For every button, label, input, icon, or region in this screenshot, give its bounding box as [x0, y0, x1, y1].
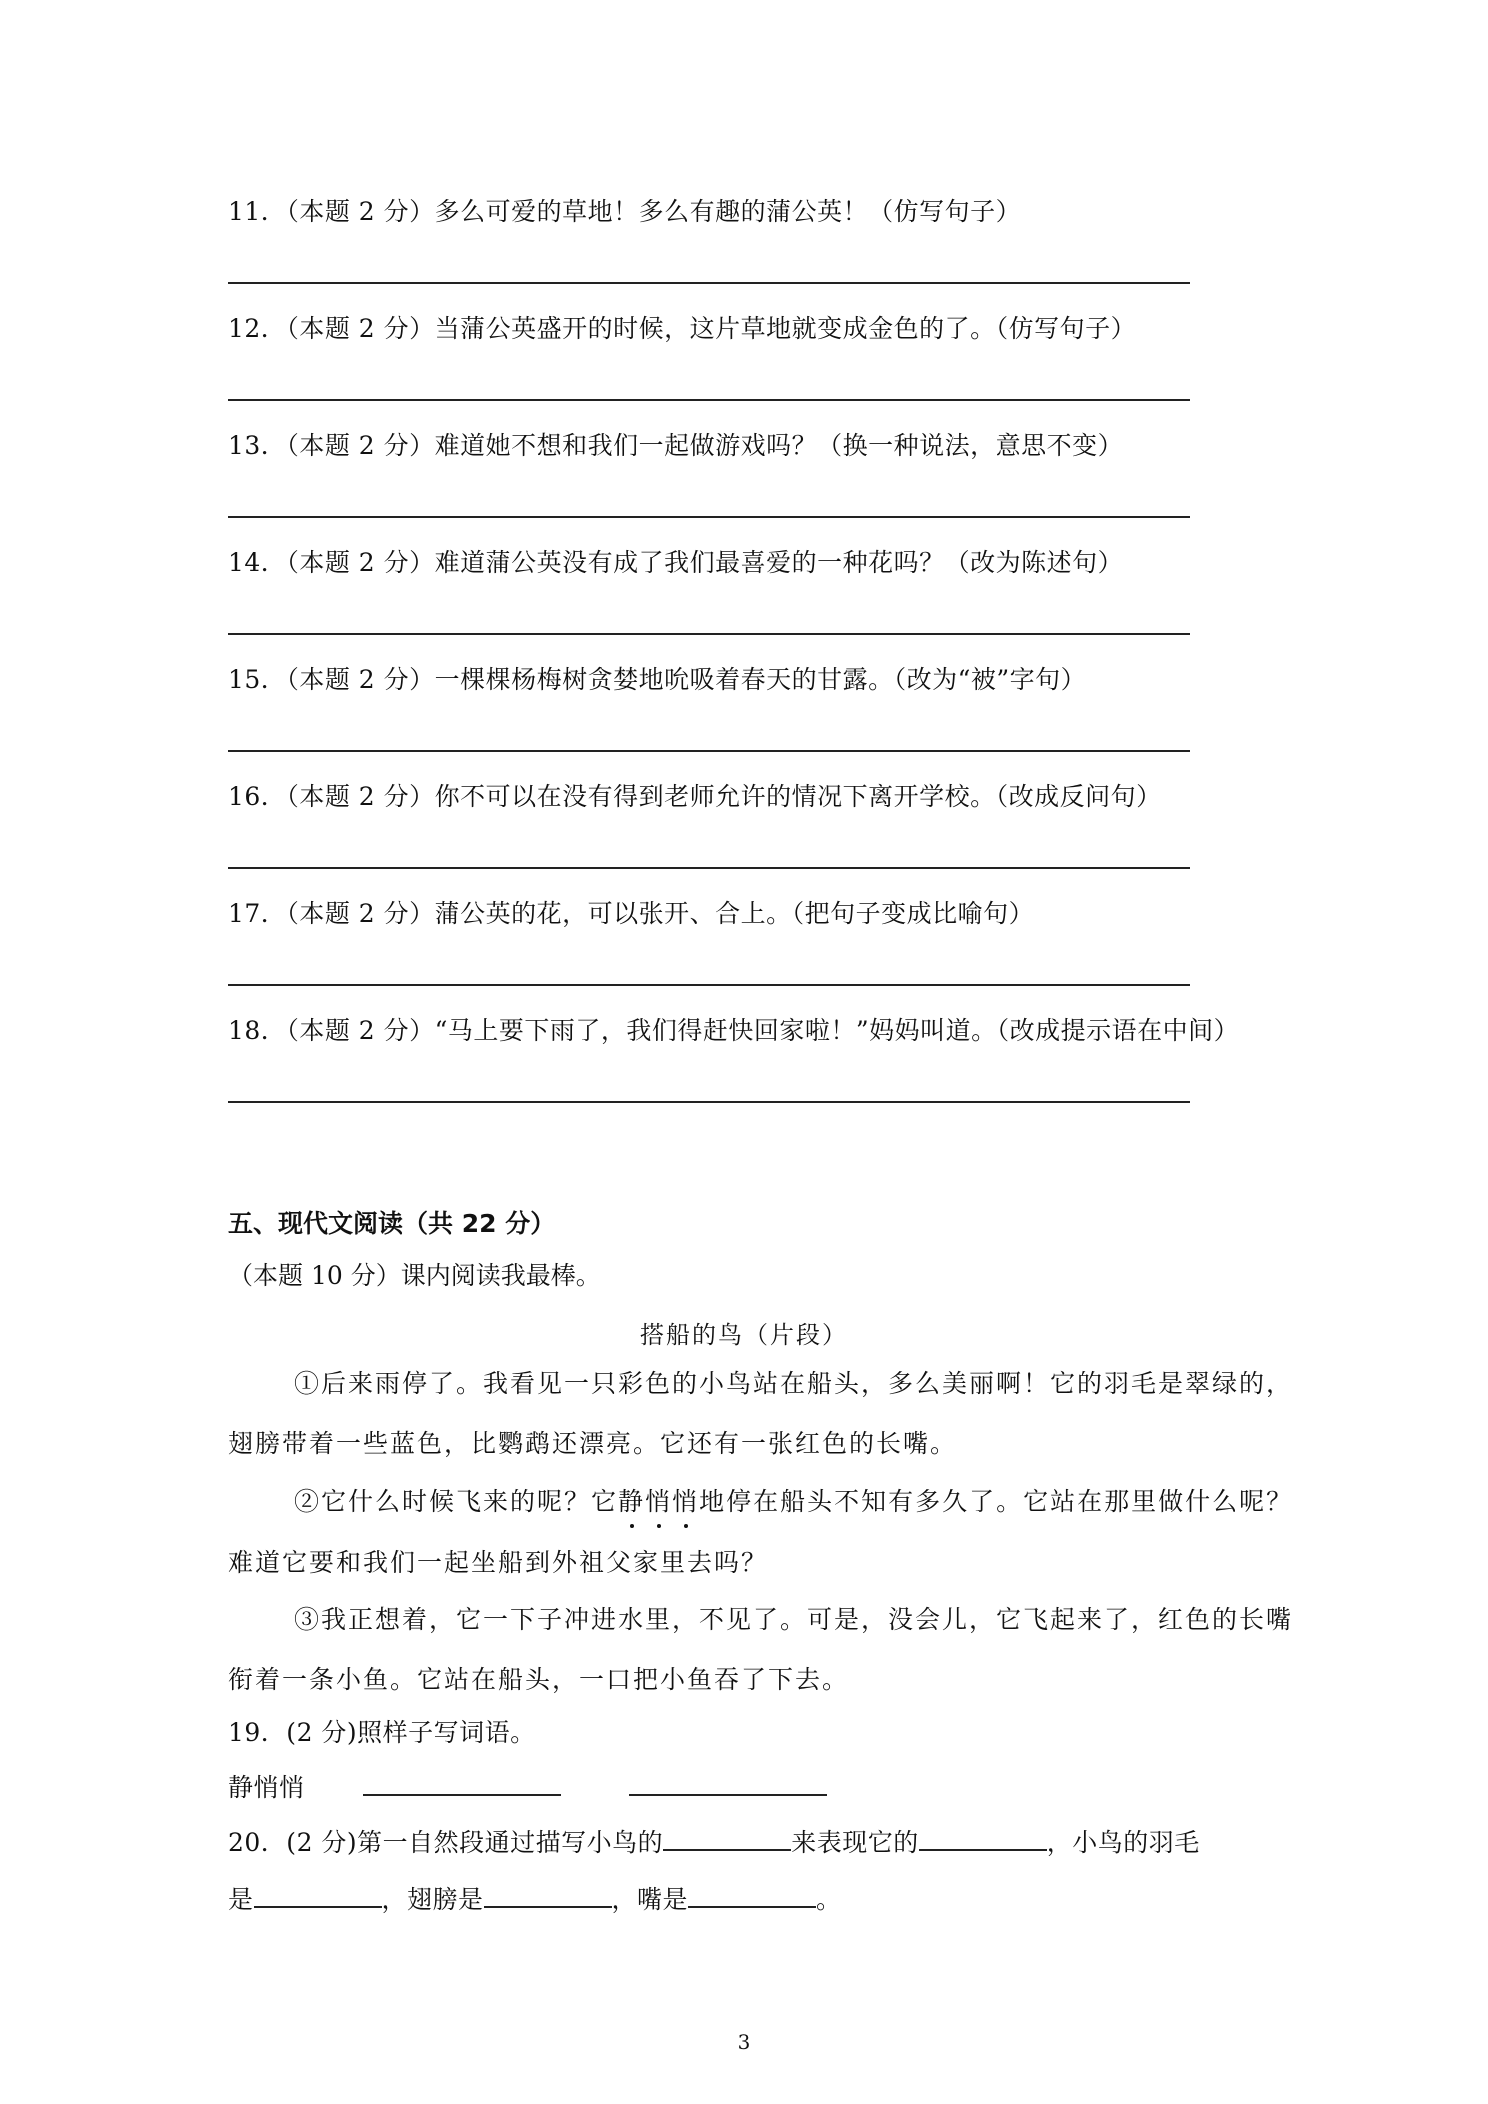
question-19-example-row — [228, 1772, 827, 1804]
question-20-line2: 是 ，翅膀是 ，嘴是 。 — [228, 1885, 842, 1914]
passage-p3-line1: ③我正想着，它一下子冲进水里，不见了。可是，没会儿，它飞起来了，红色的长嘴 — [294, 1605, 1294, 1634]
exercise-17: 17．（本题 2 分）蒲公英的花，可以张开、合上。（把句子变成比喻句） — [228, 899, 1035, 928]
passage-p1-line2: 翅膀带着一些蓝色，比鹦鹉还漂亮。它还有一张红色的长嘴。 — [228, 1429, 958, 1458]
answer-blank-20e[interactable] — [688, 1884, 816, 1908]
page-number: 3 — [737, 2030, 751, 2054]
emphasis-char: 静 — [618, 1482, 645, 1518]
exercise-11: 11．（本题 2 分）多么可爱的草地！多么有趣的蒲公英！（仿写句子） — [228, 197, 1022, 226]
exercise-14: 14．（本题 2 分）难道蒲公英没有成了我们最喜爱的一种花吗？（改为陈述句） — [228, 548, 1124, 577]
answer-blank-19a[interactable] — [363, 1772, 561, 1796]
answer-line-12[interactable] — [228, 399, 1190, 401]
passage-p3-line2: 衔着一条小鱼。它站在船头，一口把小鱼吞了下去。 — [228, 1665, 850, 1694]
answer-line-11[interactable] — [228, 282, 1190, 284]
passage-p2-line1: ②它什么时候飞来的呢？它静悄悄地停在船头不知有多久了。它站在那里做什么呢？ — [294, 1482, 1293, 1518]
exercise-12: 12．（本题 2 分）当蒲公英盛开的时候，这片草地就变成金色的了。（仿写句子） — [228, 314, 1137, 343]
passage-title: 搭船的鸟（片段） — [640, 1321, 848, 1349]
exercise-13: 13．（本题 2 分）难道她不想和我们一起做游戏吗？（换一种说法，意思不变） — [228, 431, 1124, 460]
answer-line-13[interactable] — [228, 516, 1190, 518]
question-20-line1: 20．(2 分)第一自然段通过描写小鸟的 来表现它的 ，小鸟的羽毛 — [228, 1828, 1200, 1857]
answer-blank-20b[interactable] — [919, 1827, 1047, 1851]
answer-line-15[interactable] — [228, 750, 1190, 752]
section-intro: （本题 10 分）课内阅读我最棒。 — [228, 1261, 601, 1290]
answer-blank-20c[interactable] — [254, 1884, 382, 1908]
exercise-16: 16．（本题 2 分）你不可以在没有得到老师允许的情况下离开学校。（改成反问句） — [228, 782, 1162, 811]
answer-line-16[interactable] — [228, 867, 1190, 869]
exercise-18: 18．（本题 2 分）“马上要下雨了，我们得赶快回家啦！”妈妈叫道。（改成提示语在中间） — [228, 1016, 1240, 1045]
answer-line-14[interactable] — [228, 633, 1190, 635]
emphasis-char: 悄 — [672, 1482, 699, 1518]
exercise-15: 15．（本题 2 分）一棵棵杨梅树贪婪地吮吸着春天的甘露。（改为“被”字句） — [228, 665, 1087, 694]
answer-blank-19b[interactable] — [629, 1772, 827, 1796]
answer-blank-20a[interactable] — [663, 1827, 791, 1851]
passage-p1-line1: ①后来雨停了。我看见一只彩色的小鸟站在船头，多么美丽啊！它的羽毛是翠绿的， — [294, 1369, 1294, 1398]
section-title: 五、现代文阅读（共 22 分） — [228, 1209, 556, 1238]
passage-p2-line2: 难道它要和我们一起坐船到外祖父家里去吗？ — [228, 1548, 769, 1577]
question-19-title: 19．(2 分)照样子写词语。 — [228, 1718, 536, 1747]
answer-line-17[interactable] — [228, 984, 1190, 986]
example-word: 静悄悄 — [228, 1773, 305, 1802]
emphasis-char: 悄 — [645, 1482, 672, 1518]
answer-blank-20d[interactable] — [484, 1884, 612, 1908]
answer-line-18[interactable] — [228, 1101, 1190, 1103]
